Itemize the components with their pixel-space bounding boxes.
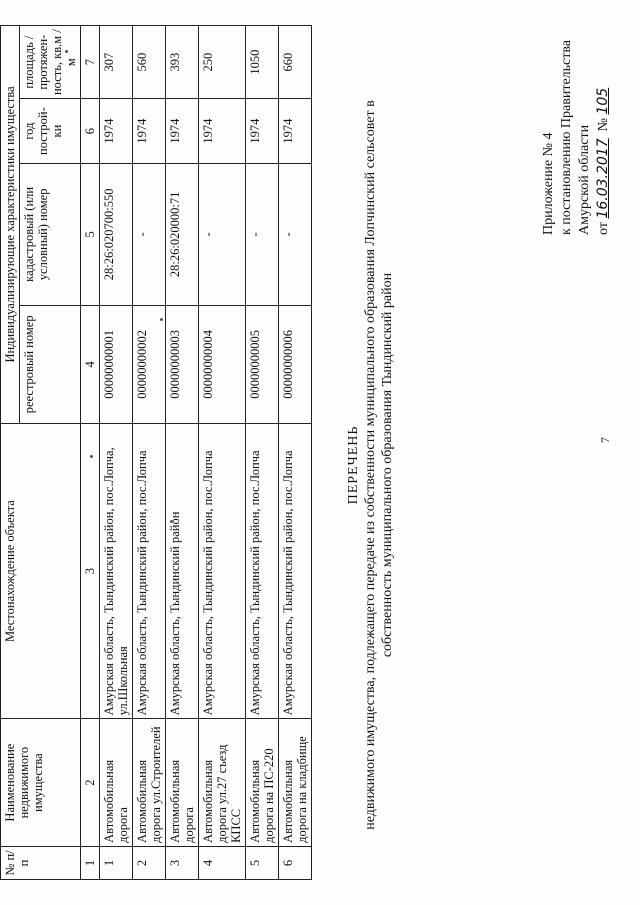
- cell-num: 3: [166, 846, 199, 879]
- cell-area: 307: [100, 26, 133, 99]
- index-cell: 1: [81, 846, 100, 879]
- cell-cad: -: [279, 163, 312, 305]
- index-cell: 5: [81, 163, 100, 305]
- header-group: Индивидуализирующие характеристики имущества: [1, 26, 20, 424]
- cell-year: 1974: [133, 99, 166, 164]
- cell-reg: 00000000006: [279, 305, 312, 423]
- date-prefix: от: [596, 222, 611, 235]
- header-year: год построй-ки: [20, 99, 81, 164]
- header-area: площадь / протяжен-ность, кв.м / м: [20, 26, 81, 99]
- cell-cad: -: [133, 163, 166, 305]
- cell-area: 1050: [246, 26, 279, 99]
- cell-num: 1: [100, 846, 133, 879]
- cell-location: Амурская область, Тындинский район: [166, 423, 199, 718]
- appendix-date-line: [594, 35, 613, 235]
- cell-num: 2: [133, 846, 166, 879]
- cell-num: 4: [199, 846, 246, 879]
- header-cad: кадастровый (или условный) номер: [20, 163, 81, 305]
- appendix-line-3: Амурской области: [577, 124, 592, 235]
- index-cell: 4: [81, 305, 100, 423]
- cell-reg: 00000000002: [133, 305, 166, 423]
- cell-area: 393: [166, 26, 199, 99]
- index-cell: 3: [81, 423, 100, 718]
- cell-year: 1974: [246, 99, 279, 164]
- cell-location: Амурская область, Тындинский район, пос.Лопча: [246, 423, 279, 718]
- header-reg: реестровый номер: [20, 305, 81, 423]
- number-prefix: №: [596, 118, 611, 132]
- cell-reg: 00000000003: [166, 305, 199, 423]
- cell-name: Автомобильная дорога на кладбище: [279, 719, 312, 847]
- index-cell: 2: [81, 719, 100, 847]
- index-cell: 6: [81, 99, 100, 164]
- header-name: Наименование недвижимого имущества: [1, 719, 81, 847]
- title-line-1: недвижимого имущества, подлежащего передаче из собственности муниципального образования Лопчинский сельсовет в: [363, 100, 378, 830]
- property-table: [0, 25, 312, 880]
- cell-year: 1974: [279, 99, 312, 164]
- title-heading: ПЕРЕЧЕНЬ: [346, 425, 361, 505]
- cell-location: Амурская область, Тындинский район, пос.Лопча: [199, 423, 246, 718]
- table-row: [100, 26, 133, 880]
- header-location: Местонахождение объекта: [1, 423, 81, 718]
- index-row: [81, 26, 100, 880]
- cell-cad: -: [246, 163, 279, 305]
- handwritten-number: 105: [595, 87, 611, 115]
- table-row: [279, 26, 312, 880]
- cell-num: 5: [246, 846, 279, 879]
- cell-area: 560: [133, 26, 166, 99]
- cell-name: Автомобильная дорога ул.27 съезд КПСС: [199, 719, 246, 847]
- cell-name: Автомобильная дорога ул.Строителей: [133, 719, 166, 847]
- table-row: [166, 26, 199, 880]
- table-row: [133, 26, 166, 880]
- document-title: [345, 85, 396, 845]
- handwritten-date: 16.03.2017: [595, 138, 611, 219]
- cell-year: 1974: [199, 99, 246, 164]
- cell-num: 6: [279, 846, 312, 879]
- cell-reg: 00000000005: [246, 305, 279, 423]
- cell-area: 250: [199, 26, 246, 99]
- header-row: [1, 26, 20, 880]
- cell-area: 660: [279, 26, 312, 99]
- cell-cad: -: [199, 163, 246, 305]
- page-number: 7: [598, 437, 612, 443]
- table-row: [199, 26, 246, 880]
- cell-cad: 28:26:020700:550: [100, 163, 133, 305]
- cell-cad: 28:26:020000:71: [166, 163, 199, 305]
- appendix-line-1: Приложение № 4: [541, 132, 556, 235]
- title-line-2: собственность муниципального образования Тындинский район: [380, 272, 395, 658]
- cell-name: Автомобильная дорога: [100, 719, 133, 847]
- cell-name: Автомобильная дорога: [166, 719, 199, 847]
- cell-location: Амурская область, Тындинский район, пос.Лопча: [279, 423, 312, 718]
- cell-year: 1974: [100, 99, 133, 164]
- appendix-line-2: к постановлению Правительства: [559, 39, 574, 235]
- table-row: [246, 26, 279, 880]
- index-cell: 7: [81, 26, 100, 99]
- cell-year: 1974: [166, 99, 199, 164]
- appendix-block: [540, 35, 613, 235]
- cell-location: Амурская область, Тындинский район, пос.Лопча, ул.Школьная: [100, 423, 133, 718]
- cell-reg: 00000000004: [199, 305, 246, 423]
- header-num: № п/п: [1, 846, 81, 879]
- cell-name: Автомобильная дорога на ПС-220: [246, 719, 279, 847]
- cell-location: Амурская область, Тындинский район, пос.Лопча: [133, 423, 166, 718]
- cell-reg: 00000000001: [100, 305, 133, 423]
